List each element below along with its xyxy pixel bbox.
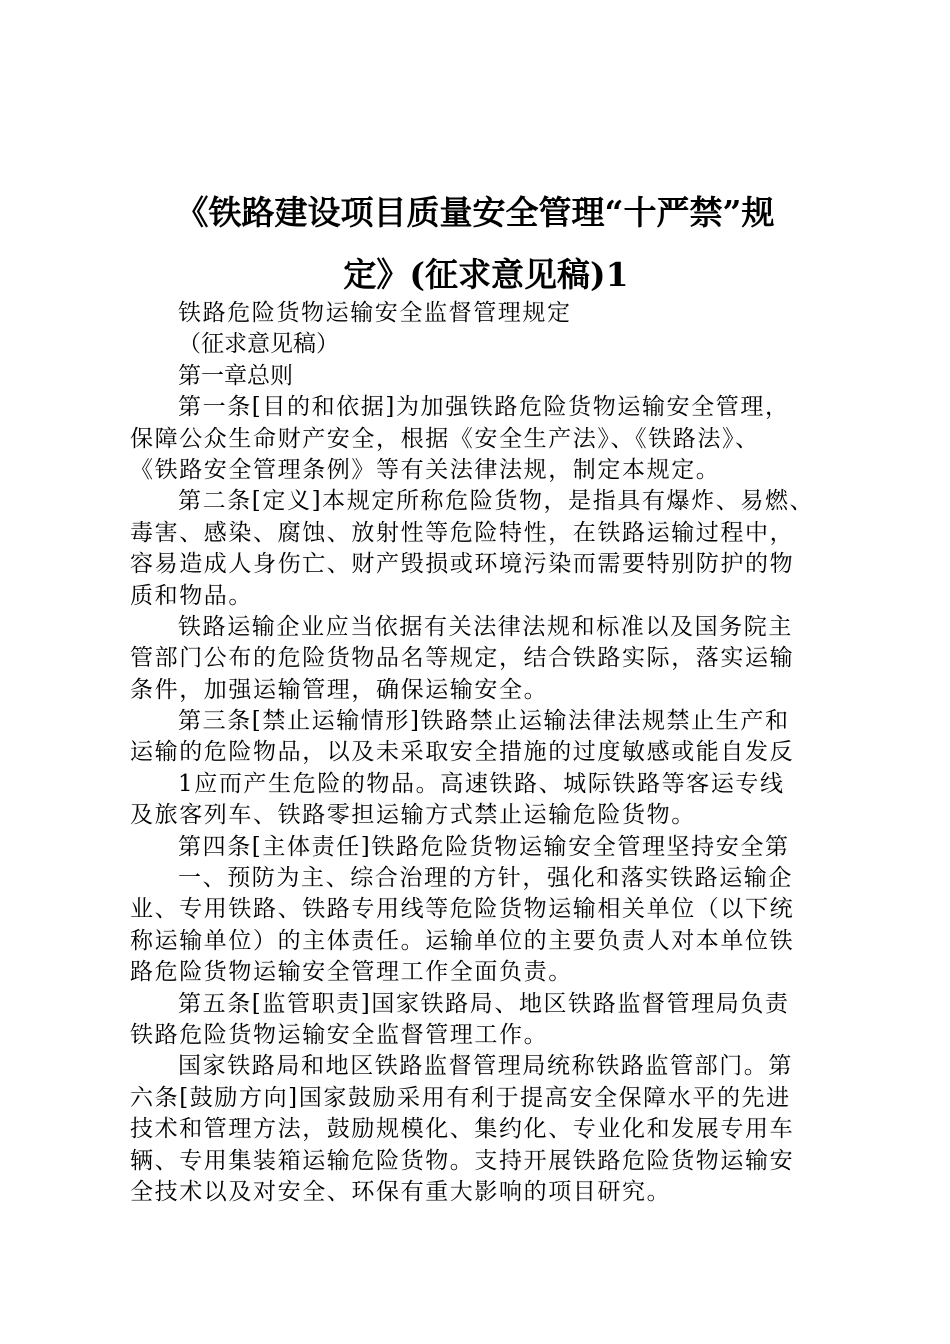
body-line: 管部门公布的危险货物品名等规定，结合铁路实际，落实运输 xyxy=(130,645,795,672)
body-line: 第三条[禁止运输情形]铁路禁止运输法律法规禁止生产和 xyxy=(178,708,790,735)
body-line: 技术和管理方法，鼓励规模化、集约化、专业化和发展专用车 xyxy=(130,1116,795,1143)
body-line: 《铁路安全管理条例》等有关法律法规，制定本规定。 xyxy=(130,456,721,483)
body-line: 辆、专用集装箱运输危险货物。支持开展铁路危险货物运输安 xyxy=(130,1147,795,1174)
body-line: 第一章总则 xyxy=(178,362,293,389)
body-line: 条件，加强运输管理，确保运输安全。 xyxy=(130,676,549,703)
body-line: 铁路运输企业应当依据有关法律法规和标准以及国务院主 xyxy=(178,613,793,640)
body-line: 毒害、感染、腐蚀、放射性等危险特性，在铁路运输过程中， xyxy=(130,519,795,546)
body-line: 及旅客列车、铁路零担运输方式禁止运输危险货物。 xyxy=(130,802,696,829)
body-line: （征求意见稿） xyxy=(178,331,339,358)
body-line: 容易造成人身伤亡、财产毁损或环境污染而需要特别防护的物 xyxy=(130,551,795,578)
body-line: 第四条[主体责任]铁路危险货物运输安全管理坚持安全第 xyxy=(178,833,790,860)
body-line: 1应而产生危险的物品。高速铁路、城际铁路等客运专线 xyxy=(178,770,785,797)
body-line: 铁路危险货物运输安全监督管理规定 xyxy=(178,300,572,326)
body-line: 路危险货物运输安全管理工作全面负责。 xyxy=(130,959,573,986)
body-line: 质和物品。 xyxy=(130,582,253,609)
body-line: 运输的危险物品，以及未采取安全措施的过度敏感或能自发反 xyxy=(130,739,795,766)
document-body xyxy=(130,298,850,1208)
body-line: 业、专用铁路、铁路专用线等危险货物运输相关单位（以下统 xyxy=(130,896,795,923)
title-line-2: 定》(征求意见稿)1 xyxy=(343,255,629,294)
body-line: 全技术以及对安全、环保有重大影响的项目研究。 xyxy=(130,1178,672,1205)
title-line-1: 《铁路建设项目质量安全管理“十严禁”规 xyxy=(175,193,775,232)
body-line: 保障公众生命财产安全，根据《安全生产法》、《铁路法》、 xyxy=(130,425,760,452)
body-line: 国家铁路局和地区铁路监督管理局统称铁路监管部门。第 xyxy=(178,1053,793,1080)
document-title xyxy=(100,182,850,306)
body-line: 称运输单位）的主体责任。运输单位的主要负责人对本单位铁 xyxy=(130,927,795,954)
body-line: 铁路危险货物运输安全监督管理工作。 xyxy=(130,1021,549,1048)
body-line: 第一条[目的和依据]为加强铁路危险货物运输安全管理， xyxy=(178,394,790,421)
body-line: 第五条[监管职责]国家铁路局、地区铁路监督管理局负责 xyxy=(178,990,790,1017)
body-line: 六条[鼓励方向]国家鼓励采用有利于提高安全保障水平的先进 xyxy=(130,1084,791,1111)
body-line: 第二条[定义]本规定所称危险货物，是指具有爆炸、易燃、 xyxy=(178,488,815,515)
body-line: 一、预防为主、综合治理的方针，强化和落实铁路运输企 xyxy=(178,865,793,892)
